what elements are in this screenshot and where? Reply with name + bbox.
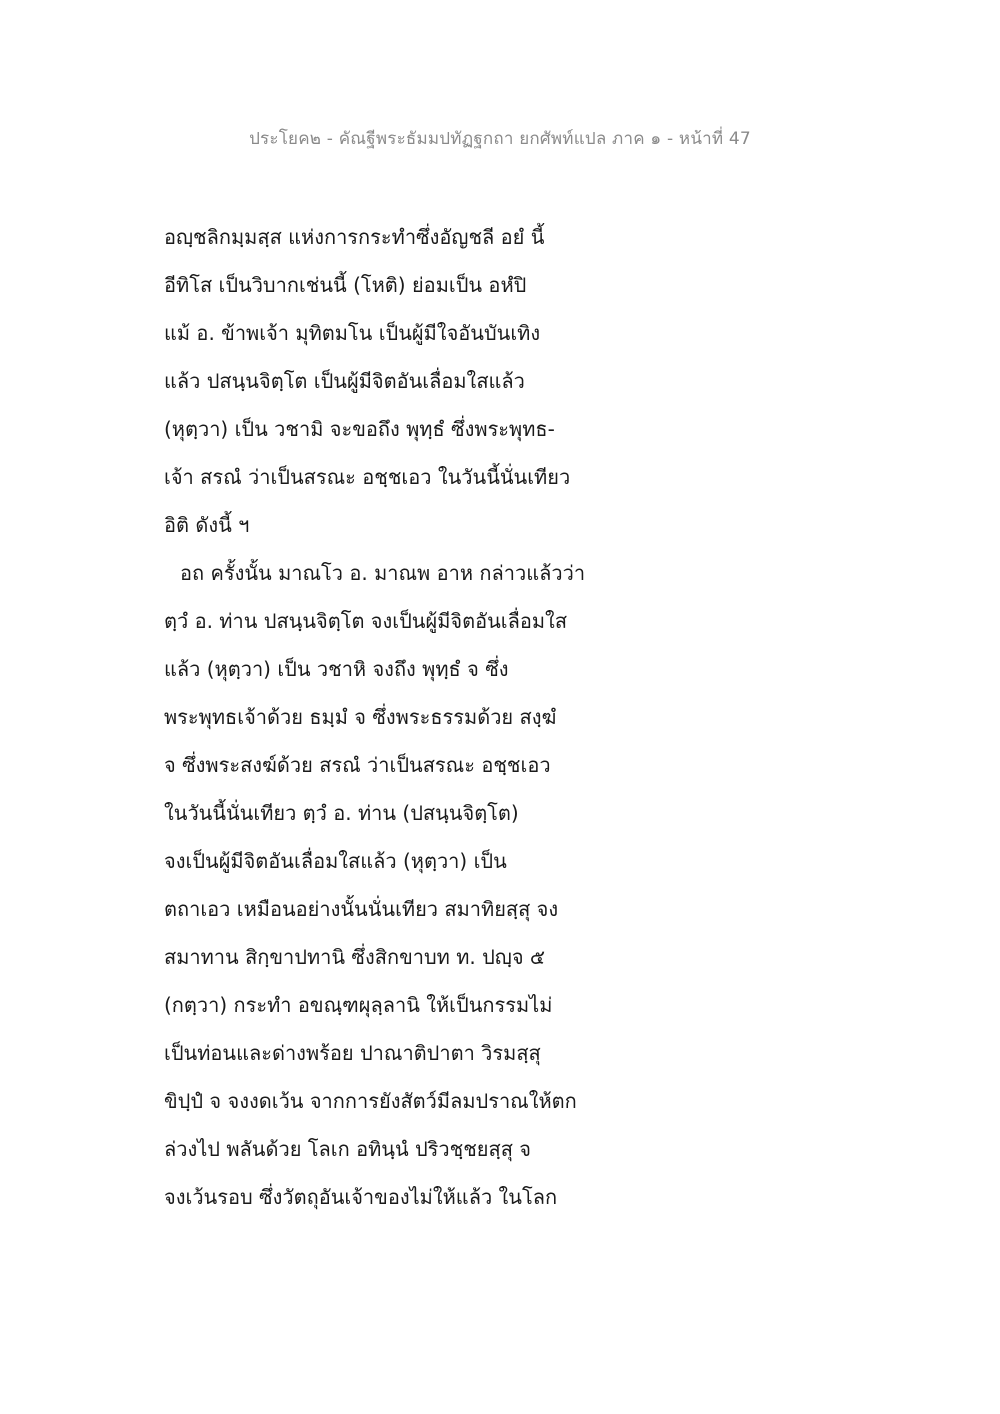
body-text <box>164 213 864 1221</box>
text-line: แล้ว ปสนฺนจิตฺโต เป็นผู้มีจิตอันเลื่อมใสแล้ว <box>164 369 525 393</box>
text-line: (หุตฺวา) เป็น วชามิ จะขอถึง พุทฺธํ ซึ่งพระพุทธ- <box>164 417 555 441</box>
text-line: อีทิโส เป็นวิบากเช่นนี้ (โหติ) ย่อมเป็น อหํปิ <box>164 273 527 297</box>
text-line: จ ซึ่งพระสงฆ์ด้วย สรณํ ว่าเป็นสรณะ อชฺชเอว <box>164 753 551 777</box>
text-line: (กตฺวา) กระทำ อขณฺฑผุลฺลานิ ให้เป็นกรรมไม่ <box>164 993 553 1017</box>
text-line: จงเว้นรอบ ซึ่งวัตถุอันเจ้าของไม่ให้แล้ว ในโลก <box>164 1185 558 1209</box>
text-line: พระพุทธเจ้าด้วย ธมฺมํ จ ซึ่งพระธรรมด้วย สงฺฆํ <box>164 705 557 729</box>
text-line: เจ้า สรณํ ว่าเป็นสรณะ อชฺชเอว ในวันนี้นั่นเทียว <box>164 465 571 489</box>
text-line: อญฺชลิกมฺมสฺส แห่งการกระทำซึ่งอัญชลี อยํ นี้ <box>164 225 545 249</box>
running-header: ประโยค๒ - คัณฐีพระธัมมปทัฏฐกถา ยกศัพท์แปล ภาค ๑ - หน้าที่ 47 <box>249 129 751 149</box>
text-line: เป็นท่อนและด่างพร้อย ปาณาติปาตา วิรมสฺสุ <box>164 1041 541 1065</box>
text-line: ตถาเอว เหมือนอย่างนั้นนั่นเทียว สมาทิยสฺสุ จง <box>164 897 559 921</box>
text-line: ตฺวํ อ. ท่าน ปสนฺนจิตฺโต จงเป็นผู้มีจิตอันเลื่อมใส <box>164 609 568 633</box>
text-line: จงเป็นผู้มีจิตอันเลื่อมใสแล้ว (หุตฺวา) เป็น <box>164 849 507 873</box>
text-line: สมาทาน สิกฺขาปทานิ ซึ่งสิกขาบท ท. ปญฺจ ๕ <box>164 945 546 969</box>
paragraph-start-line: อถ ครั้งนั้น มาณโว อ. มาณพ อาห กล่าวแล้วว่า <box>180 561 586 585</box>
text-line: ขิปฺปํ จ จงงดเว้น จากการยังสัตว์มีลมปราณให้ตก <box>164 1089 577 1113</box>
text-line: ล่วงไป พลันด้วย โลเก อทินฺนํ ปริวชฺชยสฺสุ จ <box>164 1137 531 1161</box>
text-line: แล้ว (หุตฺวา) เป็น วชาหิ จงถึง พุทฺธํ จ ซึ่ง <box>164 657 509 681</box>
text-line: ในวันนี้นั่นเทียว ตฺวํ อ. ท่าน (ปสนฺนจิตฺโต) <box>164 801 519 825</box>
text-line: แม้ อ. ข้าพเจ้า มุทิตมโน เป็นผู้มีใจอันบันเทิง <box>164 321 541 345</box>
text-line: อิติ ดังนี้ ฯ <box>164 513 250 537</box>
